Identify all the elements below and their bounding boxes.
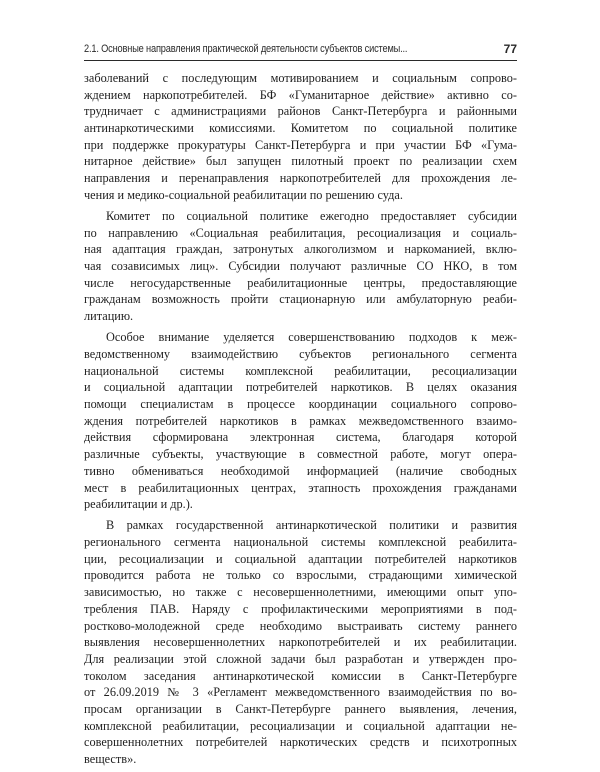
text-line: требления ПАВ. Наряду с профилактическими мероприятиями в под- xyxy=(84,601,517,616)
text-line: трудничает с администрациями районов Санкт-Петербурга и районными xyxy=(84,104,517,119)
text-line: направления и перенаправления наркопотребителей для прохождения ле- xyxy=(84,171,517,186)
text-line: гражданам возможность пройти стационарную или амбулаторную реаби- xyxy=(84,292,517,307)
text-line: чения и медико-социальной реабилитации по решению суда. xyxy=(84,187,403,202)
text-line: веществ». xyxy=(84,752,137,766)
body-text xyxy=(84,70,517,772)
text-line: антинаркотическими комиссиями. Комитетом по социальной политике xyxy=(84,121,517,136)
text-line: мест в реабилитационных центрах, этапность прохождения гражданами xyxy=(84,480,517,495)
text-line: просам организации в Санкт-Петербурге раннего выявления, лечения, xyxy=(84,701,517,716)
text-line: национальной системы комплексной реабилитации, ресоциализации xyxy=(84,363,517,378)
text-line: заболеваний с последующим мотивированием и социальным сопрово- xyxy=(84,71,517,85)
text-line: В рамках государственной антинаркотической политики и развития xyxy=(106,518,517,533)
text-line: Комитет по социальной политике ежегодно предоставляет субсидии xyxy=(106,209,517,223)
text-line: ная адаптация граждан, затронутых алкоголизмом и наркоманией, вклю- xyxy=(84,242,517,257)
text-line: чая созависимых лиц». Субсидии получают различные СО НКО, в том xyxy=(84,259,517,274)
text-line: регионального сегмента национальной системы комплексной реабилита- xyxy=(84,535,517,550)
text-line: проводится работа не только со взрослыми, страдающими химической xyxy=(84,568,517,583)
text-line: ждением наркопотребителей. БФ «Гуманитарное действие» активно со- xyxy=(84,87,517,102)
text-line: реабилитации и др.). xyxy=(84,497,193,512)
text-line: совершеннолетних потребителей наркотических средств и психотропных xyxy=(84,735,517,750)
text-line: и социальной адаптации потребителей наркотиков. В целях оказания xyxy=(84,380,517,395)
text-line: токолом заседания антинаркотической комиссии в Санкт-Петербурге xyxy=(84,668,517,683)
text-line: Особое внимание уделяется совершенствованию подходов к меж- xyxy=(106,330,517,345)
text-line: ждения потребителей наркотиков в рамках межведомственного взаимо- xyxy=(84,413,517,428)
paragraph xyxy=(84,70,517,204)
text-line: числе негосударственные реабилитационные центры, предоставляющие xyxy=(84,275,517,290)
text-line: помощи специалистам в процессе координации социального сопрово- xyxy=(84,397,517,412)
paragraph xyxy=(84,208,517,325)
text-line: действия сформирована электронная система, благодаря которой xyxy=(84,430,517,445)
text-line: ведомственному взаимодействию субъектов регионального сегмента xyxy=(84,347,517,361)
text-line: от 26.09.2019 № 3 «Регламент межведомственного взаимодействия по во- xyxy=(84,685,517,700)
text-line: по направлению «Социальная реабилитация, ресоциализация и социаль- xyxy=(84,225,517,240)
running-head xyxy=(84,40,517,61)
text-line: ростково-молодежной среде необходимо выстраивать систему раннего xyxy=(84,618,517,633)
text-line: зависимостью, но также с несовершеннолетними, имеющими опыт упо- xyxy=(84,585,517,600)
page-number: 77 xyxy=(503,42,517,56)
text-line: Для реализации этой сложной задачи был разработан и утвержден про- xyxy=(84,651,517,666)
text-line: тивно обмениваться необходимой информацией (наличие свободных xyxy=(84,463,517,478)
text-line: комплексной реабилитации, ресоциализации и социальной адаптации не- xyxy=(84,718,517,733)
text-line: различные субъекты, участвующие в совместной работе, могут опера- xyxy=(84,447,517,462)
paragraph xyxy=(84,329,517,513)
paragraph xyxy=(84,517,517,767)
text-line: при поддержке прокуратуры Санкт-Петербурга и при участии БФ «Гума- xyxy=(84,137,517,152)
text-line: литацию. xyxy=(84,309,134,324)
text-line: нитарное действие» был запущен пилотный проект по реализации схем xyxy=(84,154,517,169)
text-line: ции, ресоциализации и социальной адаптации потребителей наркотиков xyxy=(84,551,517,566)
text-line: выявления несовершеннолетних наркопотребителей и их реабилитации. xyxy=(84,635,517,650)
running-head-title: 2.1. Основные направления практической деятельности субъектов системы... xyxy=(84,43,408,55)
